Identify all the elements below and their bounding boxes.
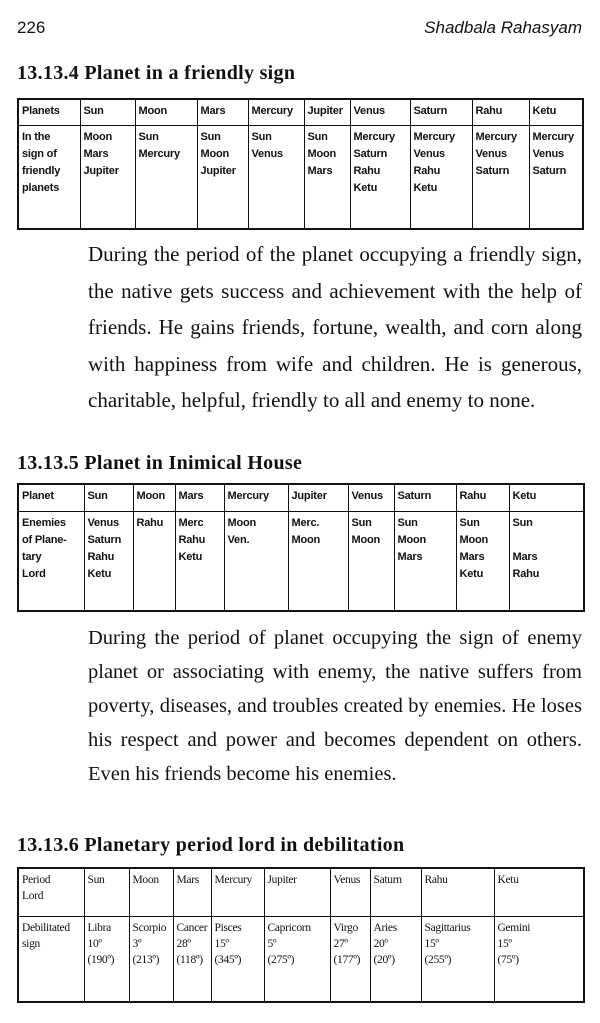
- table-cell: Moon Ven.: [224, 511, 288, 611]
- table-cell: Sun Mercury: [135, 125, 197, 229]
- table-cell: Merc Rahu Ketu: [175, 511, 224, 611]
- table-cell: Mercury Venus Saturn: [529, 125, 583, 229]
- table-cell: Venus Saturn Rahu Ketu: [84, 511, 133, 611]
- section-heading-inimical-house: 13.13.5 Planet in Inimical House: [17, 452, 303, 474]
- table-cell: Aries 20º (20º): [370, 916, 421, 1002]
- table-cell: Capricorn 5º (275º): [264, 916, 330, 1002]
- table-header-cell: Ketu: [529, 99, 583, 125]
- table-cell: Virgo 27º (177º): [330, 916, 370, 1002]
- table-header-row: [18, 868, 584, 916]
- table-cell: Sagittarius 15º (255º): [421, 916, 494, 1002]
- table-cell: Sun Mars Rahu: [509, 511, 584, 611]
- running-title: Shadbala Rahasyam: [424, 18, 582, 37]
- table-header-cell: Mercury: [224, 484, 288, 511]
- table-header-cell: Rahu: [456, 484, 509, 511]
- table-row: [18, 916, 584, 1002]
- table-row: [18, 511, 584, 611]
- table-header-cell: Planets: [18, 99, 80, 125]
- table-cell: Enemies of Plane- tary Lord: [18, 511, 84, 611]
- table-header-cell: Ketu: [494, 868, 584, 916]
- table-header-row: [18, 484, 584, 511]
- table-cell: Moon Mars Jupiter: [80, 125, 135, 229]
- table-header-cell: Period Lord: [18, 868, 84, 916]
- table-cell: Sun Moon Mars Ketu: [456, 511, 509, 611]
- table-cell: Rahu: [133, 511, 175, 611]
- table-row: [18, 125, 583, 229]
- page-number: 226: [17, 18, 46, 37]
- table-header-cell: Rahu: [421, 868, 494, 916]
- table-cell: Cancer 28º (118º): [173, 916, 211, 1002]
- inimical-house-paragraph: During the period of planet occupying the sign of enemy planet or associating with enemy, the native suffers from poverty, diseases, and troubles created by enemies. He loses his respect and power and becomes dependent on others. Even his friends become his enemies.: [88, 627, 582, 785]
- table-header-cell: Mars: [175, 484, 224, 511]
- table-header-cell: Jupiter: [304, 99, 350, 125]
- table-header-cell: Moon: [133, 484, 175, 511]
- table-header-row: [18, 99, 583, 125]
- table-header-cell: Venus: [330, 868, 370, 916]
- table-cell: Sun Moon: [348, 511, 394, 611]
- table-cell: Sun Moon Jupiter: [197, 125, 248, 229]
- table-header-cell: Moon: [135, 99, 197, 125]
- friendly-sign-paragraph: During the period of the planet occupying a friendly sign, the native gets success and achievement with the help of friends. He gains friends, fortune, wealth, and corn along with happiness from wife and children. He is generous, charitable, helpful, friendly to all and enemy to none.: [88, 242, 582, 412]
- table-cell: Sun Moon Mars: [304, 125, 350, 229]
- section-heading-debilitation: 13.13.6 Planetary period lord in debilitation: [17, 834, 405, 856]
- table-cell: Sun Venus: [248, 125, 304, 229]
- table-header-cell: Moon: [129, 868, 173, 916]
- table-cell: Scorpio 3º (213º): [129, 916, 173, 1002]
- table-cell: Mercury Venus Saturn: [472, 125, 529, 229]
- table-cell: Pisces 15º (345º): [211, 916, 264, 1002]
- table-header-cell: Mercury: [248, 99, 304, 125]
- table-cell: Mercury Venus Rahu Ketu: [410, 125, 472, 229]
- table-cell: Debilitated sign: [18, 916, 84, 1002]
- table-header-cell: Venus: [348, 484, 394, 511]
- table-header-cell: Saturn: [410, 99, 472, 125]
- table-header-cell: Ketu: [509, 484, 584, 511]
- inimical-house-table: [17, 483, 585, 612]
- table-header-cell: Jupiter: [264, 868, 330, 916]
- friendly-sign-table: [17, 98, 584, 230]
- table-header-cell: Jupiter: [288, 484, 348, 511]
- table-header-cell: Sun: [84, 484, 133, 511]
- table-header-cell: Venus: [350, 99, 410, 125]
- table-header-cell: Mercury: [211, 868, 264, 916]
- table-header-cell: Rahu: [472, 99, 529, 125]
- table-header-cell: Mars: [197, 99, 248, 125]
- table-cell: Mercury Saturn Rahu Ketu: [350, 125, 410, 229]
- table-header-cell: Saturn: [370, 868, 421, 916]
- table-cell: Sun Moon Mars: [394, 511, 456, 611]
- table-header-cell: Sun: [84, 868, 129, 916]
- table-header-cell: Planet: [18, 484, 84, 511]
- table-cell: Libra 10º (190º): [84, 916, 129, 1002]
- table-header-cell: Saturn: [394, 484, 456, 511]
- table-header-cell: Sun: [80, 99, 135, 125]
- table-cell: Merc. Moon: [288, 511, 348, 611]
- table-cell: In the sign of friendly planets: [18, 125, 80, 229]
- table-header-cell: Mars: [173, 868, 211, 916]
- section-heading-friendly-sign: 13.13.4 Planet in a friendly sign: [17, 62, 296, 84]
- debilitation-table: [17, 867, 585, 1003]
- table-cell: Gemini 15º (75º): [494, 916, 584, 1002]
